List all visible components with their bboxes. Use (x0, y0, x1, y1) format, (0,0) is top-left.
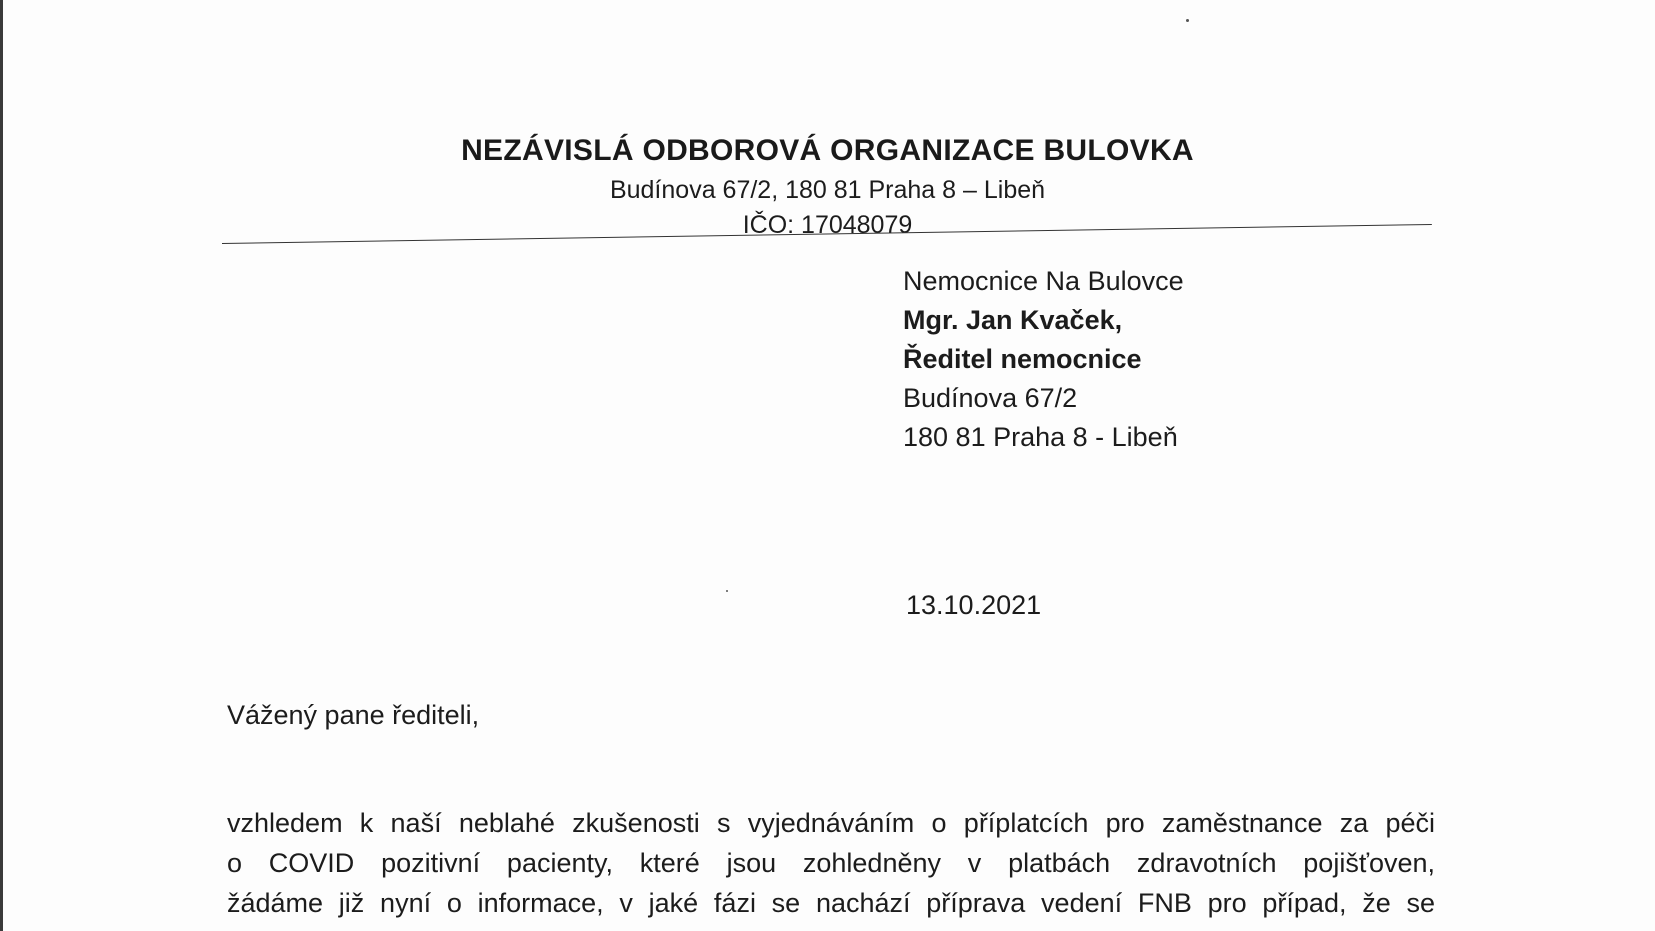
recipient-title: Ředitel nemocnice (903, 344, 1142, 374)
organization-address: Budínova 67/2, 180 81 Praha 8 – Libeň (609, 176, 1046, 204)
organization-name: NEZÁVISLÁ ODBOROVÁ ORGANIZACE BULOVKA (461, 134, 1194, 167)
scan-speck (1186, 19, 1189, 22)
body-line: o COVID pozitivní pacienty, které jsou zohledněny v platbách zdravotních pojišťoven, (227, 848, 1435, 878)
salutation: Vážený pane řediteli, (227, 700, 480, 730)
letter-body (227, 803, 1435, 923)
body-line: vzhledem k naší neblahé zkušenosti s vyjednáváním o příplatcích pro zaměstnance za péči (227, 808, 1435, 838)
organization-ico: IČO: 17048079 (742, 211, 913, 239)
recipient-institution: Nemocnice Na Bulovce (903, 266, 1184, 296)
recipient-address-block (903, 262, 1184, 457)
recipient-name: Mgr. Jan Kvaček, (903, 305, 1123, 335)
recipient-city: 180 81 Praha 8 - Libeň (903, 422, 1178, 452)
body-line: žádáme již nyní o informace, v jaké fázi se nachází příprava vedení FNB pro případ, že se (227, 888, 1435, 918)
recipient-street: Budínova 67/2 (903, 383, 1078, 413)
scan-speck (726, 590, 728, 592)
letter-date: 13.10.2021 (906, 590, 1042, 620)
